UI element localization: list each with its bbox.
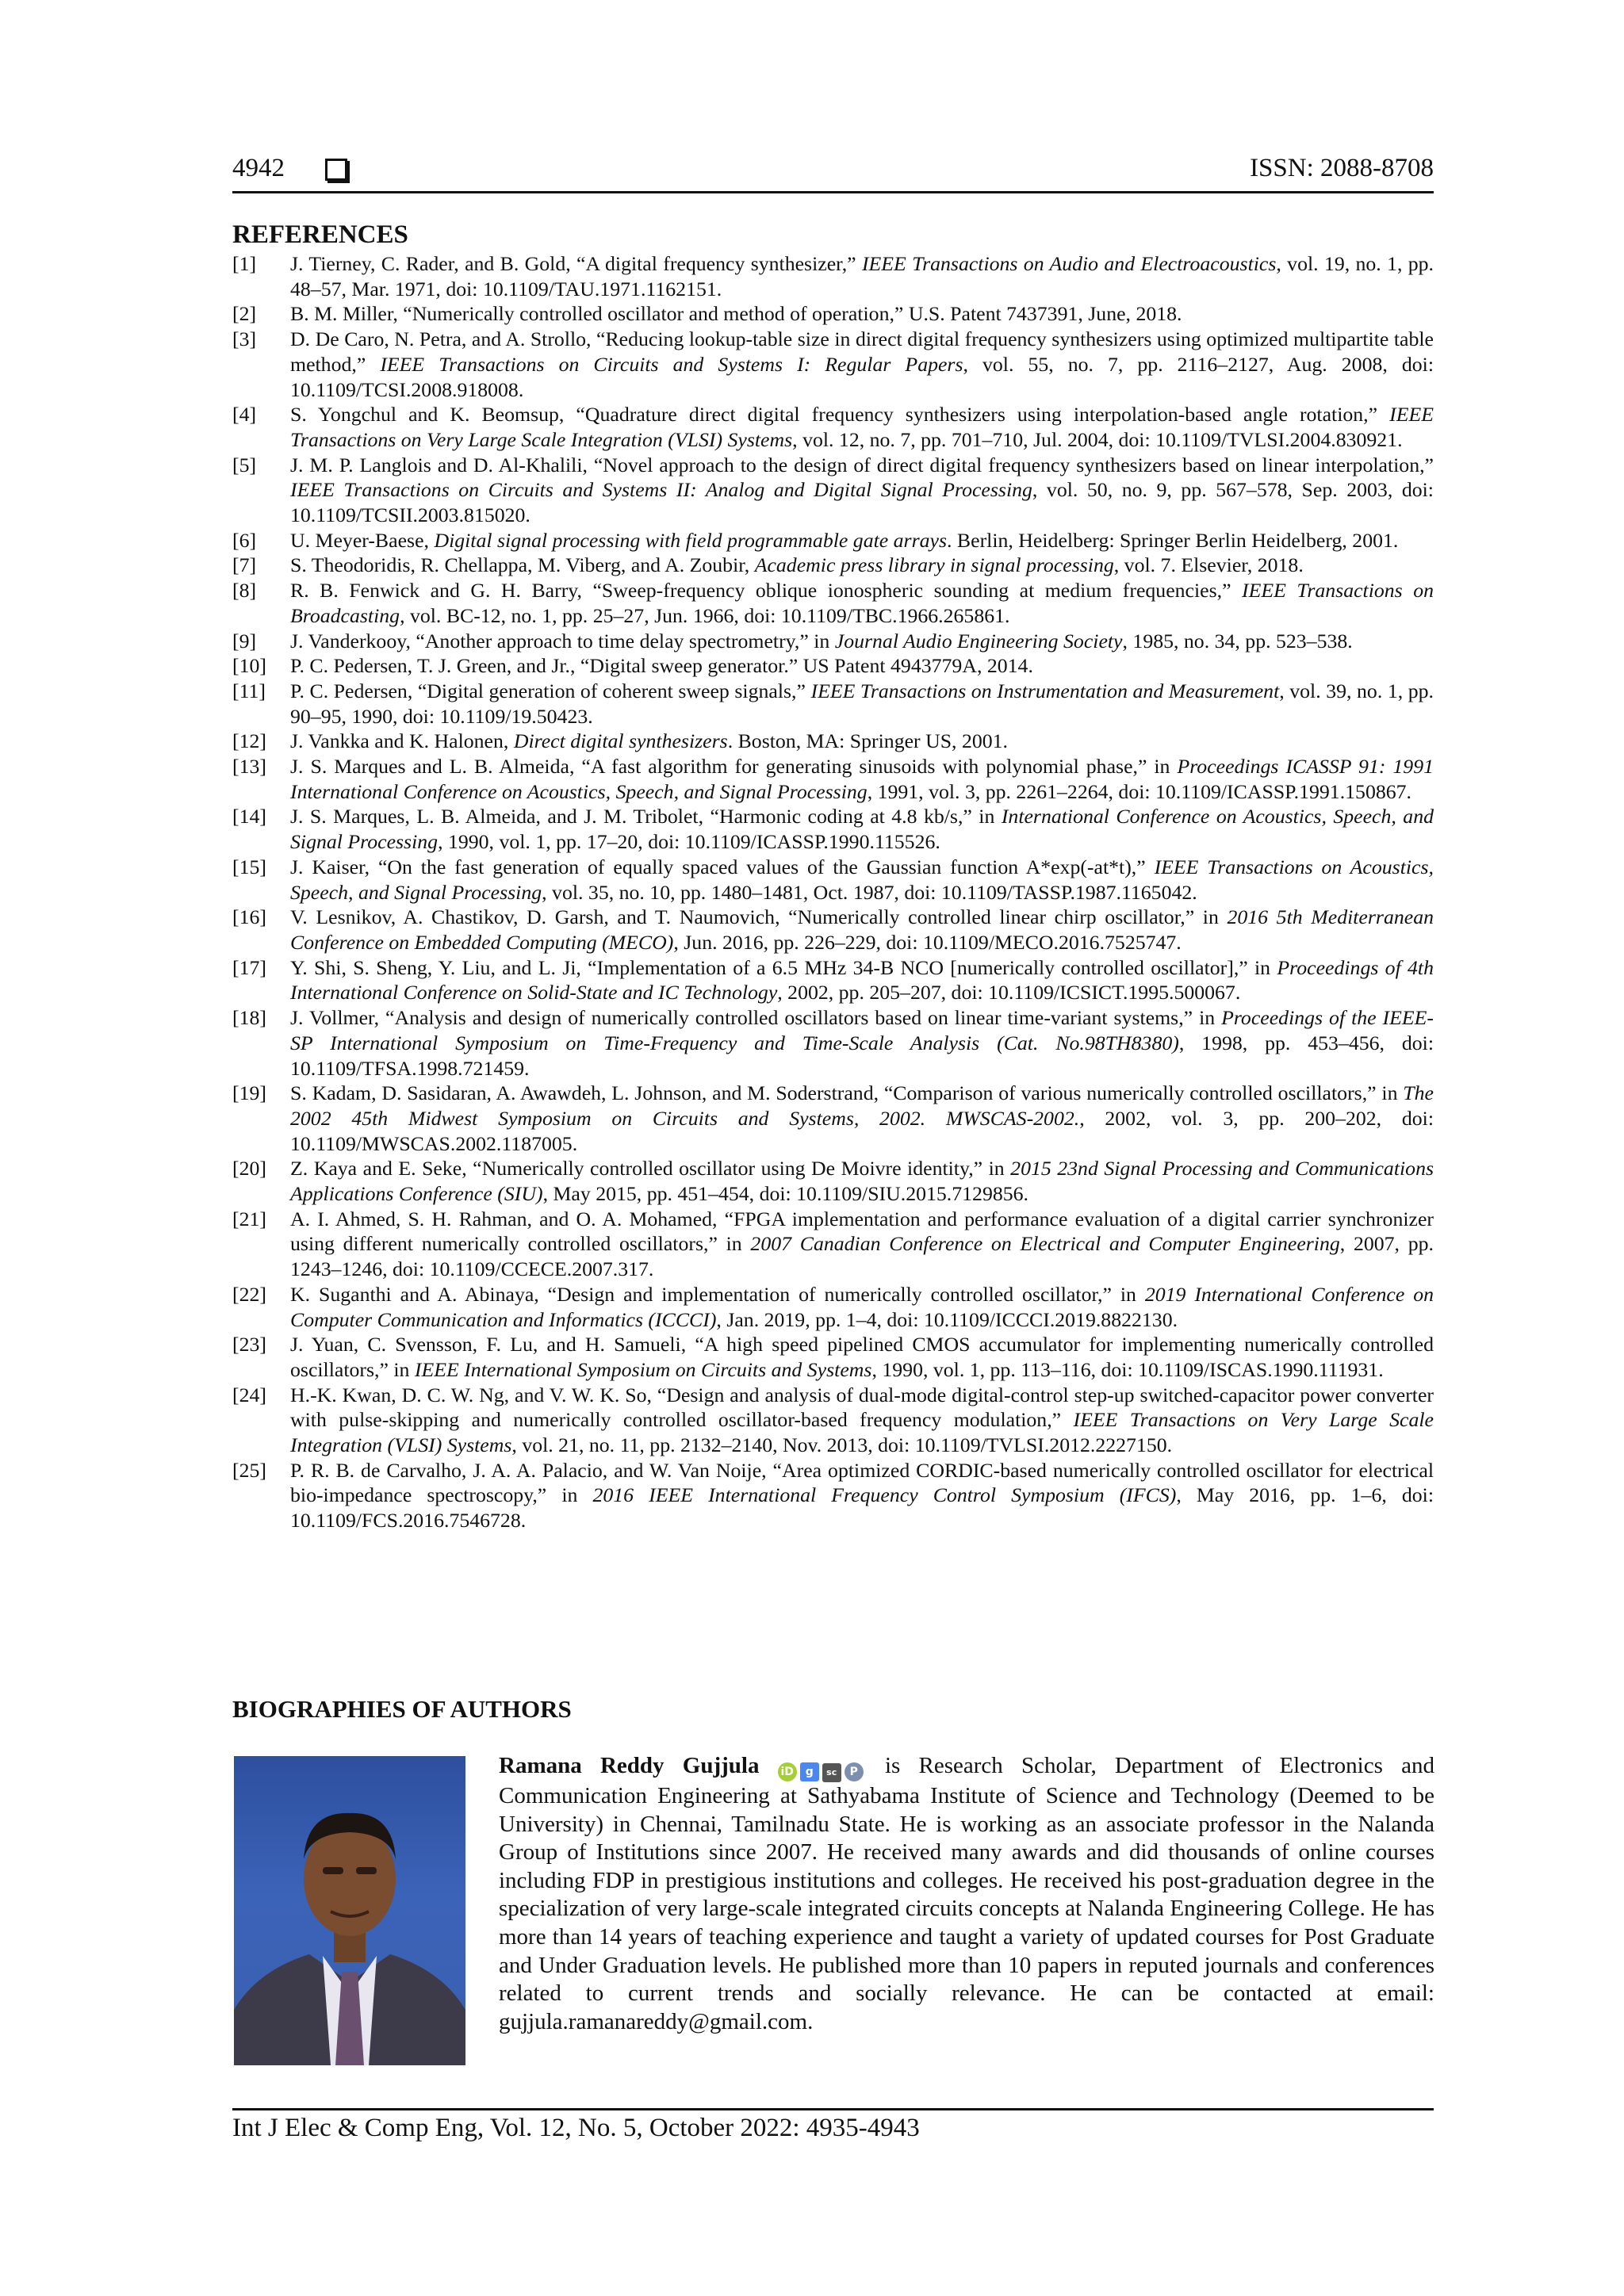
reference-segment: U. Meyer-Baese, (290, 528, 435, 552)
reference-item (232, 1081, 1434, 1156)
reference-segment: . Boston, MA: Springer US, 2001. (727, 729, 1008, 753)
reference-segment: . Berlin, Heidelberg: Springer Berlin Heidelberg, 2001. (947, 528, 1399, 552)
reference-text (290, 453, 1434, 528)
reference-venue: The 2002 45th Midwest Symposium on Circuits and Systems, 2002. MWSCAS-2002. (290, 1081, 1434, 1130)
reference-venue: International Conference on Acoustics, Speech, and Signal Processing (290, 805, 1434, 854)
reference-text (290, 804, 1434, 854)
reference-text (290, 528, 1434, 553)
reference-item (232, 1005, 1434, 1081)
reference-item (232, 629, 1434, 654)
reference-item (232, 327, 1434, 402)
reference-number: [17] (232, 955, 266, 979)
reference-number: [23] (232, 1333, 266, 1357)
reference-segment: S. Yongchul and K. Beomsup, “Quadrature direct digital frequency synthesizers using interpolation-based angle rotation,” (290, 403, 1390, 427)
reference-segment: P. R. B. de Carvalho, J. A. A. Palacio, and W. Van Noije, “Area optimized CORDIC-based numerically controlled oscillator for electrical bio-impedance spectroscopy,” in (290, 1458, 1434, 1507)
reference-text (290, 251, 1434, 301)
reference-venue: IEEE Transactions on Acoustics, Speech, and Signal Processing (290, 855, 1434, 904)
reference-text (290, 729, 1434, 754)
reference-venue: IEEE Transactions on Broadcasting (290, 579, 1434, 627)
reference-venue: Journal Audio Engineering Society (834, 629, 1123, 652)
reference-number: [20] (232, 1157, 266, 1181)
reference-segment: , vol. 39, no. 1, pp. 90–95, 1990, doi: 10.1109/19.50423. (290, 679, 1434, 728)
reference-segment: , 2002, pp. 205–207, doi: 10.1109/ICSICT.1995.500067. (777, 981, 1241, 1004)
reference-segment: , vol. 12, no. 7, pp. 701–710, Jul. 2004, doi: 10.1109/TVLSI.2004.830921. (792, 427, 1403, 451)
scopus-icon[interactable]: sc (822, 1763, 841, 1782)
reference-text (290, 905, 1434, 955)
reference-number: [11] (232, 679, 266, 702)
reference-segment: , vol. 55, no. 7, pp. 2116–2127, Aug. 2008, doi: 10.1109/TCSI.2008.918008. (290, 352, 1434, 401)
reference-text (290, 754, 1434, 804)
reference-segment: , vol. BC-12, no. 1, pp. 25–27, Jun. 1966, doi: 10.1109/TBC.1966.265861. (400, 603, 1010, 627)
author-bio-text: is Research Scholar, Department of Electronics and Communication Engineering at Sathyabama Institute of Science and Technology (Deemed to be University) in Chennai, Tamilnadu State. He is working as an associate professor in the Nalanda Group of Institutions since 2007. He received many awards and did thousands of online courses including FDP in prestigious institutions and colleges. He received his post-graduation degree in the specialization of very large-scale integrated circuits concepts at Nalanda Engineering College. He has more than 14 years of teaching experience and taught a variety of updated courses for Post Graduate and Under Graduation levels. He published more than 10 papers in reputed journals and conferences related to current trends and socially relevance. He can be contacted at email: gujjula.ramanareddy@gmail.com. (499, 1753, 1434, 2034)
reference-segment: , 1991, vol. 3, pp. 2261–2264, doi: 10.1109/ICASSP.1991.150867. (867, 779, 1411, 803)
reference-venue: Direct digital synthesizers (513, 729, 728, 753)
reference-venue: 2016 IEEE International Frequency Control Symposium (IFCS) (592, 1483, 1177, 1507)
reference-segment: P. C. Pedersen, T. J. Green, and Jr., “Digital sweep generator.” US Patent 4943779A, 2014. (290, 654, 1033, 678)
reference-item (232, 1332, 1434, 1382)
reference-number: [13] (232, 755, 266, 779)
reference-venue: IEEE Transactions on Circuits and Systems I: Regular Papers (380, 352, 963, 376)
reference-text (290, 1156, 1434, 1206)
reference-segment: S. Kadam, D. Sasidaran, A. Awawdeh, L. Johnson, and M. Soderstrand, “Comparison of various numerically controlled oscillators,” in (290, 1081, 1404, 1105)
reference-number: [8] (232, 579, 257, 603)
orcid-icon[interactable]: iD (778, 1762, 797, 1781)
reference-item (232, 1207, 1434, 1282)
reference-segment: P. C. Pedersen, “Digital generation of coherent sweep signals,” (290, 679, 811, 702)
reference-item (232, 855, 1434, 905)
reference-venue: Academic press library in signal processing (754, 553, 1114, 577)
reference-item (232, 679, 1434, 729)
reference-venue: IEEE Transactions on Instrumentation and Measurement (810, 679, 1280, 702)
reference-number: [19] (232, 1081, 266, 1105)
author-biography (499, 1752, 1434, 2036)
reference-number: [18] (232, 1006, 266, 1030)
reference-item (232, 251, 1434, 301)
reference-text (290, 402, 1434, 452)
reference-item (232, 528, 1434, 553)
reference-text (290, 629, 1434, 654)
reference-item (232, 1383, 1434, 1458)
reference-number: [5] (232, 453, 257, 476)
reference-item (232, 402, 1434, 452)
author-portrait-icon (234, 1756, 465, 2065)
reference-venue: Digital signal processing with field programmable gate arrays (434, 528, 948, 552)
reference-venue: 2007 Canadian Conference on Electrical and Computer Engineering (750, 1232, 1340, 1256)
references-heading: REFERENCES (232, 220, 408, 249)
reference-segment: , vol. 7. Elsevier, 2018. (1113, 553, 1304, 577)
page-footer: Int J Elec & Comp Eng, Vol. 12, No. 5, October 2022: 4935-4943 (232, 2114, 920, 2142)
reference-text (290, 1207, 1434, 1282)
reference-segment: , vol. 21, no. 11, pp. 2132–2140, Nov. 2013, doi: 10.1109/TVLSI.2012.2227150. (511, 1433, 1173, 1457)
reference-segment: J. M. P. Langlois and D. Al-Khalili, “Novel approach to the design of direct digital frequency synthesizers based on linear interpolation,” (290, 453, 1434, 476)
reference-segment: D. De Caro, N. Petra, and A. Strollo, “Reducing lookup-table size in direct digital frequency synthesizers using optimized multipartite table method,” (290, 327, 1434, 376)
reference-number: [7] (232, 553, 257, 577)
reference-text (290, 1081, 1434, 1156)
reference-segment: J. Vollmer, “Analysis and design of numerically controlled oscillators based on linear time-variant systems,” in (290, 1006, 1222, 1030)
reference-number: [9] (232, 629, 257, 652)
reference-venue: IEEE Transactions on Audio and Electroacoustics (861, 252, 1277, 275)
reference-segment: , 2002, vol. 3, pp. 200–202, doi: 10.1109/MWSCAS.2002.1187005. (290, 1106, 1434, 1155)
reference-venue: 2016 5th Mediterranean Conference on Embedded Computing (MECO) (290, 905, 1434, 954)
reference-segment: , Jun. 2016, pp. 226–229, doi: 10.1109/MECO.2016.7525747. (673, 930, 1182, 954)
reference-segment: J. Kaiser, “On the fast generation of equally spaced values of the Gaussian function A*exp(-at*t),” (290, 855, 1155, 878)
reference-item (232, 1282, 1434, 1332)
reference-item (232, 301, 1434, 327)
header-rule (232, 191, 1434, 193)
reference-number: [10] (232, 654, 266, 678)
reference-segment: R. B. Fenwick and G. H. Barry, “Sweep-frequency oblique ionospheric sounding at medium frequencies,” (290, 579, 1243, 603)
reference-text (290, 553, 1434, 578)
reference-item (232, 553, 1434, 578)
google-scholar-icon[interactable]: g (800, 1762, 819, 1781)
reference-item (232, 578, 1434, 628)
reference-venue: 2019 International Conference on Computer Communication and Informatics (ICCCI) (290, 1282, 1434, 1331)
reference-number: [25] (232, 1458, 266, 1482)
reference-segment: J. S. Marques, L. B. Almeida, and J. M. Tribolet, “Harmonic coding at 4.8 kb/s,” in (290, 805, 1002, 828)
issn: ISSN: 2088-8708 (1250, 154, 1434, 182)
reference-number: [22] (232, 1282, 266, 1306)
reference-item (232, 653, 1434, 679)
reference-segment: , May 2015, pp. 451–454, doi: 10.1109/SIU.2015.7129856. (542, 1182, 1028, 1206)
reference-segment: , May 2016, pp. 1–6, doi: 10.1109/FCS.2016.7546728. (290, 1483, 1434, 1533)
reference-item (232, 1458, 1434, 1533)
reference-segment: Z. Kaya and E. Seke, “Numerically controlled oscillator using De Moivre identity,” in (290, 1157, 1011, 1181)
publons-icon[interactable]: P (845, 1762, 864, 1781)
reference-item (232, 955, 1434, 1005)
reference-segment: , 1990, vol. 1, pp. 113–116, doi: 10.1109/ISCAS.1990.111931. (871, 1357, 1384, 1381)
reference-text (290, 855, 1434, 905)
reference-venue: Proceedings of 4th International Conference on Solid-State and IC Technology (290, 955, 1434, 1004)
reference-segment: , vol. 19, no. 1, pp. 48–57, Mar. 1971, doi: 10.1109/TAU.1971.1162151. (290, 252, 1434, 300)
reference-number: [24] (232, 1383, 266, 1406)
reference-venue: IEEE Transactions on Very Large Scale Integration (VLSI) Systems (290, 403, 1434, 451)
reference-number: [1] (232, 252, 257, 275)
reference-venue: IEEE International Symposium on Circuits and Systems (414, 1357, 872, 1381)
reference-venue: IEEE Transactions on Very Large Scale Integration (VLSI) Systems (290, 1408, 1434, 1457)
reference-item (232, 729, 1434, 754)
header-box-icon (325, 159, 347, 181)
reference-item (232, 754, 1434, 804)
reference-text (290, 578, 1434, 628)
reference-segment: , vol. 50, no. 9, pp. 567–578, Sep. 2003, doi: 10.1109/TCSII.2003.815020. (290, 478, 1434, 527)
reference-text (290, 679, 1434, 729)
reference-segment: , 2007, pp. 1243–1246, doi: 10.1109/CCECE.2007.317. (290, 1232, 1434, 1281)
page-number: 4942 (232, 154, 285, 182)
reference-text (290, 327, 1434, 402)
reference-segment: B. M. Miller, “Numerically controlled oscillator and method of operation,” U.S. Patent 7437391, June, 2018. (290, 302, 1182, 326)
reference-segment: J. Vankka and K. Halonen, (290, 729, 514, 753)
reference-venue: IEEE Transactions on Circuits and Systems II: Analog and Digital Signal Processing (290, 478, 1032, 502)
reference-number: [14] (232, 805, 266, 828)
reference-text (290, 1332, 1434, 1382)
reference-segment: , Jan. 2019, pp. 1–4, doi: 10.1109/ICCCI.2019.8822130. (716, 1307, 1178, 1331)
reference-number: [16] (232, 905, 266, 929)
reference-segment: , vol. 35, no. 10, pp. 1480–1481, Oct. 1987, doi: 10.1109/TASSP.1987.1165042. (542, 880, 1197, 904)
reference-text (290, 1383, 1434, 1458)
reference-segment: J. Vanderkooy, “Another approach to time delay spectrometry,” in (290, 629, 835, 652)
author-photo (234, 1756, 465, 2065)
reference-item (232, 1156, 1434, 1206)
reference-segment: H.-K. Kwan, D. C. W. Ng, and V. W. K. So, “Design and analysis of dual-mode digital-control step-up switched-capacitor power converter with pulse-skipping and numerically controlled oscillator-based frequency modulation,” (290, 1383, 1434, 1432)
reference-segment: , 1985, no. 34, pp. 523–538. (1122, 629, 1353, 652)
reference-number: [6] (232, 528, 257, 552)
reference-segment: J. Yuan, C. Svensson, F. Lu, and H. Samueli, “A high speed pipelined CMOS accumulator for implementing numerically controlled oscillators,” in (290, 1333, 1434, 1381)
reference-segment: , 1990, vol. 1, pp. 17–20, doi: 10.1109/ICASSP.1990.115526. (438, 830, 940, 854)
reference-number: [21] (232, 1207, 266, 1230)
reference-item (232, 453, 1434, 528)
reference-segment: K. Suganthi and A. Abinaya, “Design and implementation of numerically controlled oscillator,” in (290, 1282, 1145, 1306)
references-list (232, 251, 1434, 1533)
reference-item (232, 804, 1434, 854)
author-name: Ramana Reddy Gujjula (499, 1753, 760, 1778)
reference-segment: J. S. Marques and L. B. Almeida, “A fast algorithm for generating sinusoids with polynomial phase,” in (290, 755, 1178, 779)
reference-text (290, 301, 1434, 327)
reference-text (290, 1282, 1434, 1332)
reference-segment: A. I. Ahmed, S. H. Rahman, and O. A. Mohamed, “FPGA implementation and performance evaluation of a digital carrier synchronizer using different numerically controlled oscillators,” in (290, 1207, 1434, 1256)
footer-rule (232, 2108, 1434, 2110)
reference-text (290, 1005, 1434, 1081)
reference-number: [12] (232, 729, 266, 753)
reference-segment: J. Tierney, C. Rader, and B. Gold, “A digital frequency synthesizer,” (290, 252, 862, 275)
reference-number: [2] (232, 302, 257, 326)
reference-segment: V. Lesnikov, A. Chastikov, D. Garsh, and T. Naumovich, “Numerically controlled linear chirp oscillator,” in (290, 905, 1228, 929)
reference-text (290, 653, 1434, 679)
reference-number: [3] (232, 327, 257, 351)
reference-venue: Proceedings ICASSP 91: 1991 International Conference on Acoustics, Speech, and Signal Processing (290, 755, 1434, 803)
reference-venue: Proceedings of the IEEE-SP International Symposium on Time-Frequency and Time-Scale Analysis (Cat. No.98TH8380) (290, 1006, 1434, 1054)
reference-segment: , 1998, pp. 453–456, doi: 10.1109/TFSA.1998.721459. (290, 1031, 1434, 1080)
reference-text (290, 955, 1434, 1005)
reference-item (232, 905, 1434, 955)
reference-number: [15] (232, 855, 266, 878)
reference-text (290, 1458, 1434, 1533)
reference-segment: Y. Shi, S. Sheng, Y. Liu, and L. Ji, “Implementation of a 6.5 MHz 34-B NCO [numerically controlled oscillator],” in (290, 955, 1277, 979)
reference-number: [4] (232, 403, 257, 427)
reference-segment: S. Theodoridis, R. Chellappa, M. Viberg, and A. Zoubir, (290, 553, 755, 577)
reference-venue: 2015 23nd Signal Processing and Communications Applications Conference (SIU) (290, 1157, 1434, 1206)
page-header (232, 154, 1434, 193)
biographies-heading: BIOGRAPHIES OF AUTHORS (232, 1695, 572, 1723)
